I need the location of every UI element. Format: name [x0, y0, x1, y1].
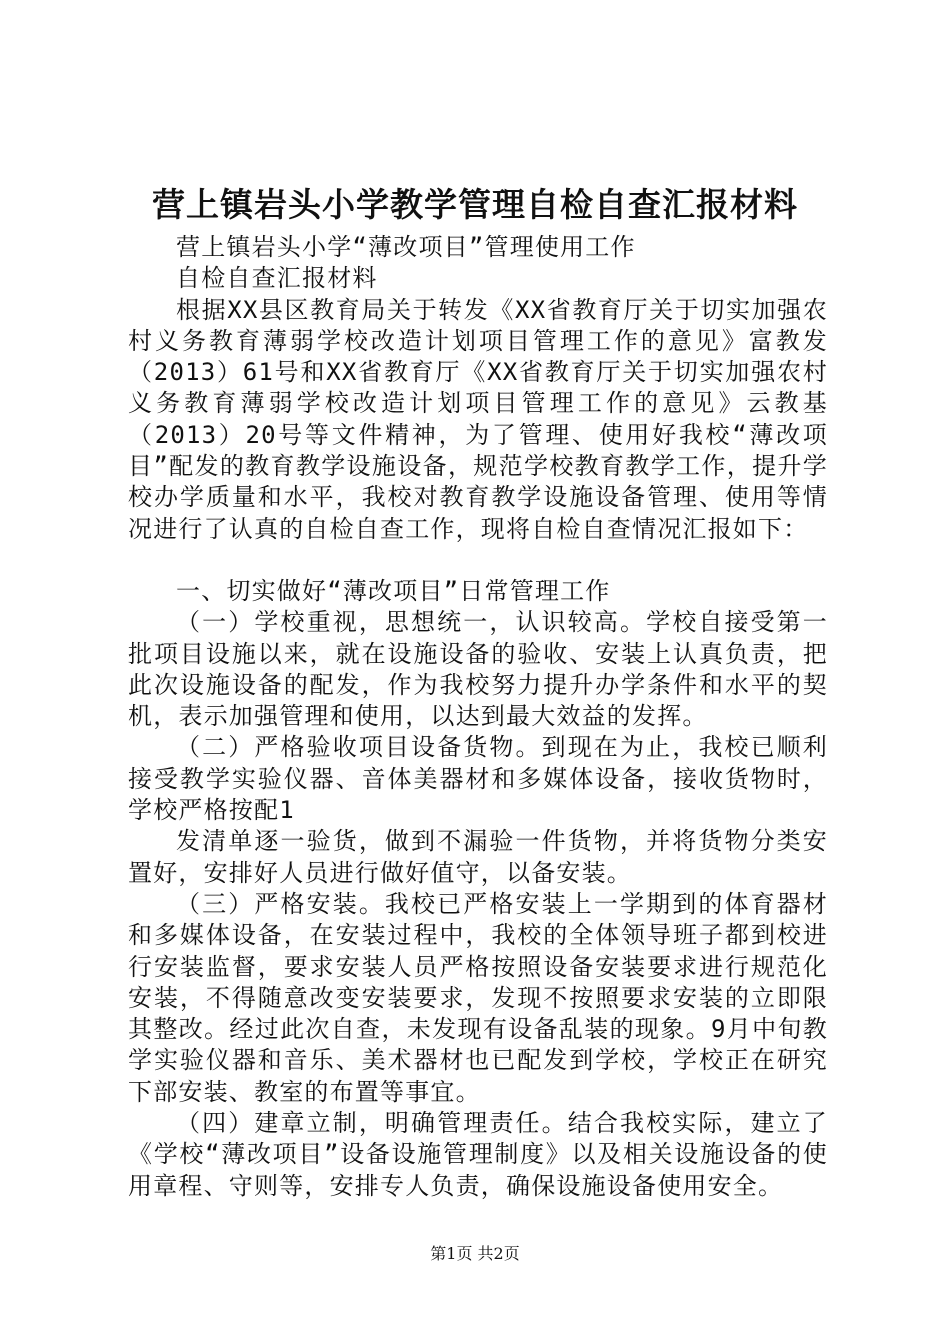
- document-body: [128, 232, 828, 1202]
- document-title: 营上镇岩头小学教学管理自检自查汇报材料: [152, 185, 798, 224]
- intro-paragraph: 根据XX县区教育局关于转发《XX省教育厅关于切实加强农村义务教育薄弱学校改造计划项目管理工作的意见》富教发（2013）61号和XX省教育厅《XX省教育厅关于切实加强农村义务教育薄弱学校改造计划项目管理工作的意见》云教基（2013）20号等文件精神，为了管理、使用好我校“薄改项目”配发的教育教学设施设备，规范学校教育教学工作，提升学校办学质量和水平，我校对教育教学设施设备管理、使用等情况进行了认真的自检自查工作，现将自检自查情况汇报如下：: [128, 295, 828, 543]
- paragraph-item-2-continued: 发清单逐一验货，做到不漏验一件货物，并将货物分类安置好，安排好人员进行做好值守，以备安装。: [128, 827, 828, 887]
- page-number-footer: 第1页 共2页: [430, 1244, 520, 1263]
- subtitle-line-2: 自检自查汇报材料: [176, 264, 378, 293]
- paragraph-item-3: （三）严格安装。我校已严格安装上一学期到的体育器材和多媒体设备，在安装过程中，我校的全体领导班子都到校进行安装监督，要求安装人员严格按照设备安装要求进行规范化安装，不得随意改变安装要求，发现不按照要求安装的立即限其整改。经过此次自查，未发现有设备乱装的现象。9月中旬教学实验仪器和音乐、美术器材也已配发到学校，学校正在研究下部安装、教室的布置等事宜。: [128, 889, 828, 1106]
- section-heading-1: 一、切实做好“薄改项目”日常管理工作: [176, 576, 611, 605]
- paragraph-item-1: （一）学校重视，思想统一，认识较高。学校自接受第一批项目设施以来，就在设施设备的验收、安装上认真负责，把此次设施设备的配发，作为我校努力提升办学条件和水平的契机，表示加强管理和使用，以达到最大效益的发挥。: [128, 608, 828, 731]
- subtitle-line-1: 营上镇岩头小学“薄改项目”管理使用工作: [176, 233, 636, 261]
- paragraph-item-2: （二）严格验收项目设备货物。到现在为止，我校已顺利接受教学实验仪器、音体美器材和多媒体设备，接收货物时，学校严格按配1: [128, 733, 828, 825]
- paragraph-item-4: （四）建章立制，明确管理责任。结合我校实际，建立了《学校“薄改项目”设备设施管理制度》以及相关设施设备的使用章程、守则等，安排专人负责，确保设施设备使用安全。: [128, 1109, 828, 1200]
